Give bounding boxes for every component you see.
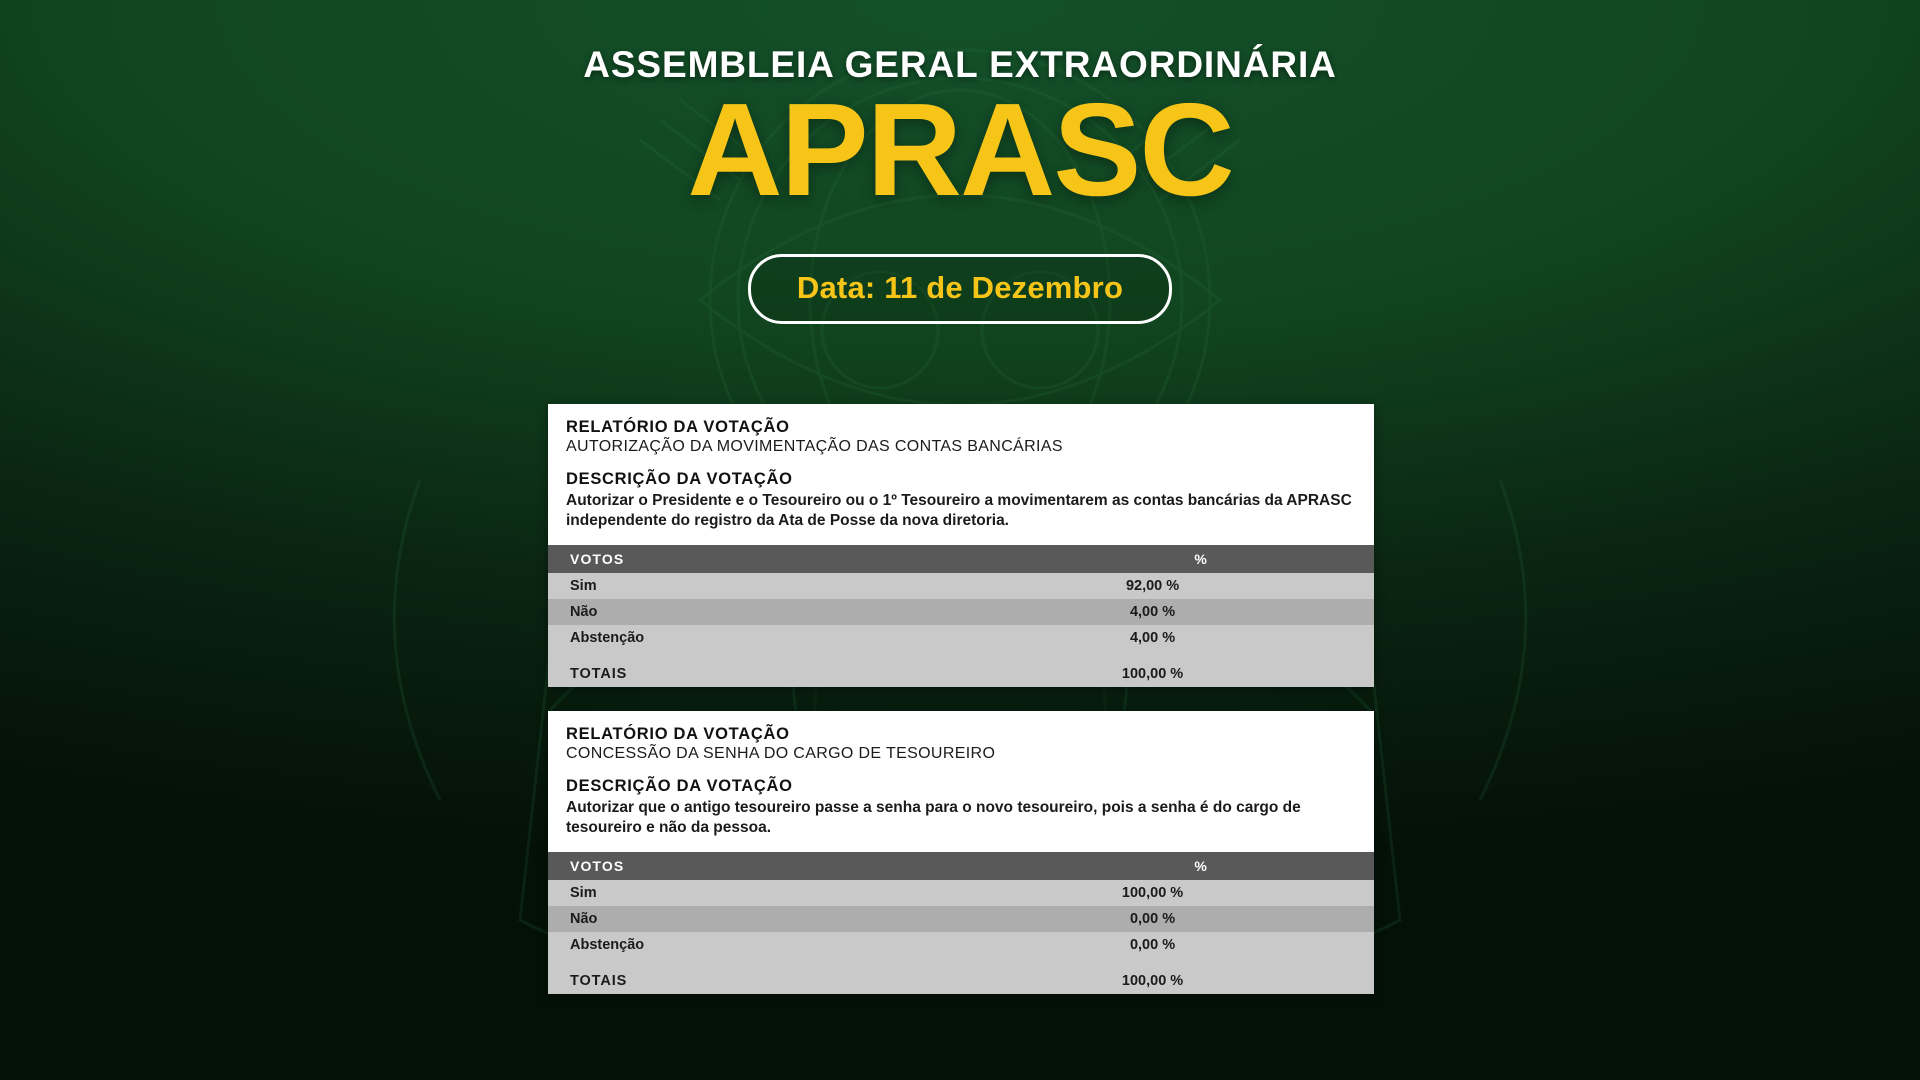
report-description-block (566, 777, 1356, 839)
vote-option-label: Não (570, 910, 598, 927)
report-label: RELATÓRIO DA VOTAÇÃO (566, 724, 790, 743)
table-row (548, 906, 1374, 932)
table-row (548, 880, 1374, 906)
voting-reports-container (548, 404, 1374, 994)
table-row (548, 599, 1374, 625)
total-label: TOTAIS (548, 661, 1027, 687)
description-text: Autorizar que o antigo tesoureiro passe a senha para o novo tesoureiro, pois a senha é do cargo de tesoureiro e não da pessoa. (566, 798, 1301, 837)
votes-table (548, 852, 1374, 994)
vote-percent-value: 92,00 % (1125, 577, 1180, 594)
total-percent-value: 100,00 % (1027, 661, 1374, 687)
page-title: APRASC (687, 75, 1233, 223)
date-pill-container (0, 254, 1920, 324)
total-label: TOTAIS (548, 968, 1027, 994)
column-header-votes: VOTOS (548, 852, 1027, 880)
poster-header (0, 0, 1920, 324)
table-row (548, 573, 1374, 599)
vote-option-label: Sim (570, 577, 597, 594)
event-kicker: ASSEMBLEIA GERAL EXTRAORDINÁRIA (583, 44, 1337, 85)
description-label: DESCRIÇÃO DA VOTAÇÃO (566, 776, 793, 795)
table-header-row (548, 852, 1374, 880)
vote-percent-value: 100,00 % (1121, 884, 1184, 901)
table-total-row (548, 968, 1374, 994)
column-header-percent: % (1027, 852, 1374, 880)
report-label: RELATÓRIO DA VOTAÇÃO (566, 418, 790, 436)
vote-option-label: Abstenção (570, 629, 645, 646)
vote-percent-value: 4,00 % (1129, 629, 1176, 646)
voting-report-card (548, 404, 1374, 687)
table-spacer-row (548, 651, 1374, 661)
vote-percent-value: 4,00 % (1129, 603, 1176, 620)
table-row (548, 932, 1374, 958)
event-date-badge: Data: 11 de Dezembro (748, 254, 1172, 324)
table-header-row (548, 545, 1374, 573)
vote-option-label: Sim (570, 884, 597, 901)
voting-report-card (548, 711, 1374, 994)
report-description-block (566, 470, 1356, 532)
votes-table (548, 545, 1374, 687)
description-text: Autorizar o Presidente e o Tesoureiro ou o 1º Tesoureiro a movimentarem as contas bancárias da APRASC independente do registro da Ata de Posse da nova diretoria. (566, 492, 1352, 530)
description-label: DESCRIÇÃO DA VOTAÇÃO (566, 470, 793, 488)
vote-option-label: Abstenção (570, 936, 645, 953)
report-title: CONCESSÃO DA SENHA DO CARGO DE TESOUREIRO (566, 744, 996, 762)
vote-percent-value: 0,00 % (1129, 936, 1176, 953)
table-row (548, 625, 1374, 651)
column-header-percent: % (1027, 545, 1374, 573)
table-spacer-row (548, 958, 1374, 968)
vote-option-label: Não (570, 603, 598, 620)
column-header-votes: VOTOS (548, 545, 1027, 573)
total-percent-value: 100,00 % (1027, 968, 1374, 994)
vote-percent-value: 0,00 % (1129, 910, 1176, 927)
table-total-row (548, 661, 1374, 687)
report-title: AUTORIZAÇÃO DA MOVIMENTAÇÃO DAS CONTAS BANCÁRIAS (566, 438, 1063, 455)
